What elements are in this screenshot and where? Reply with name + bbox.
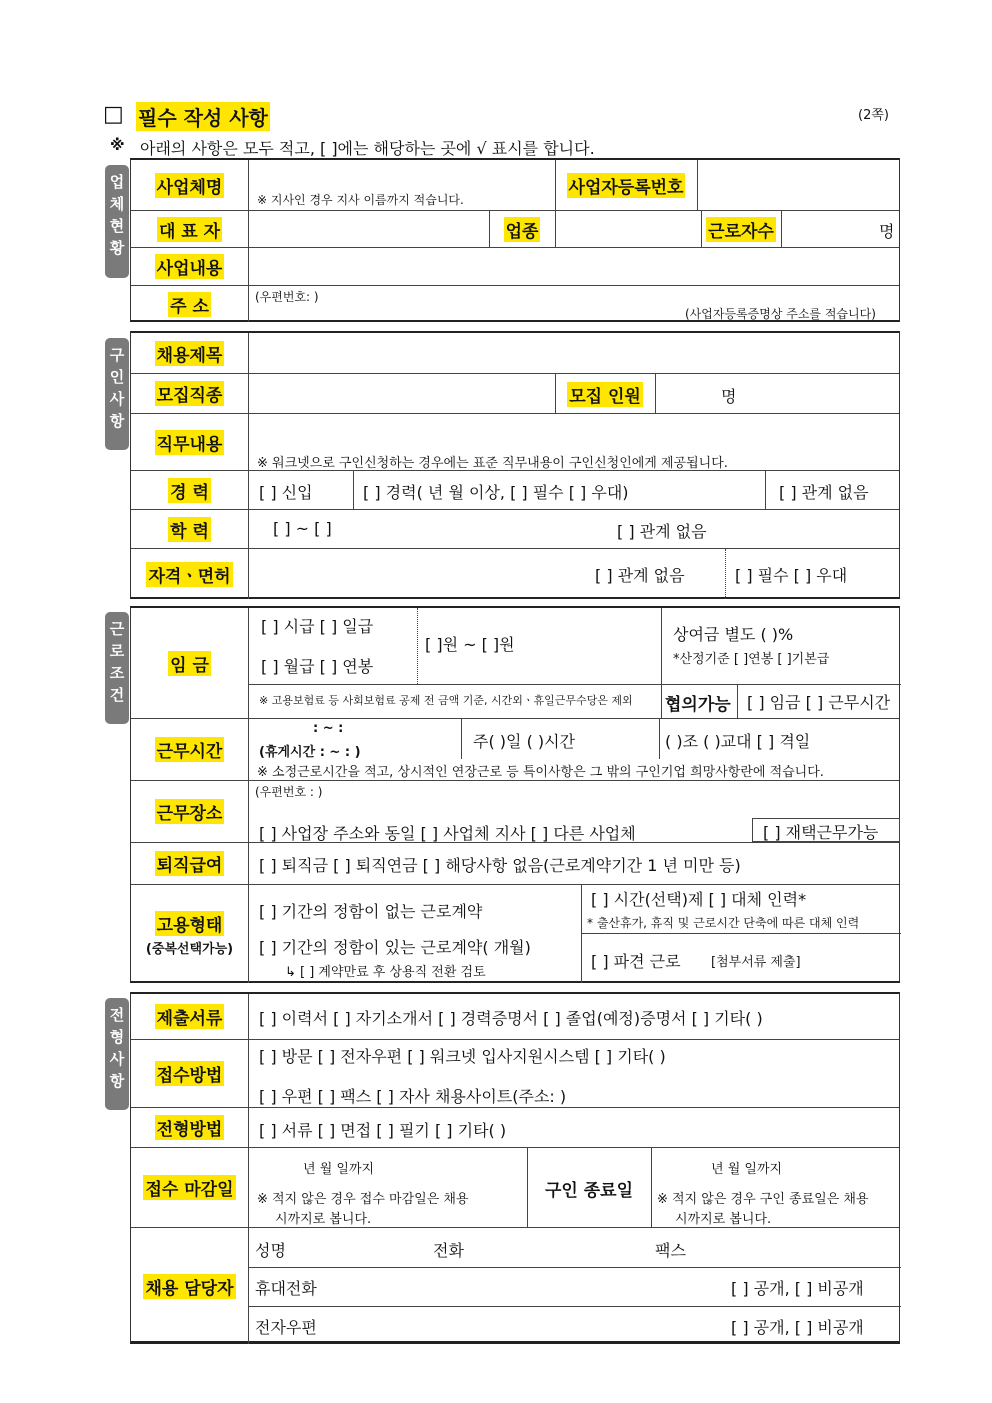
ceo-row xyxy=(131,210,899,247)
career-label: 경 력 xyxy=(168,478,211,503)
employment-indefinite[interactable]: [ ] 기간의 정함이 없는 근로계약 xyxy=(259,902,483,921)
section-tab-conditions: 근 로 조 건 xyxy=(105,612,129,724)
retirement-label: 퇴직급여 xyxy=(155,851,225,876)
hours-shift[interactable]: ( )조 ( )교대 [ ] 격일 xyxy=(665,732,811,751)
duty-label: 직무내용 xyxy=(155,430,225,455)
section-tab-selection: 전 형 사 항 xyxy=(105,998,129,1110)
employment-dispatch-note: [첨부서류 제출] xyxy=(711,955,801,970)
career-none-checkbox[interactable]: [ ] 관계 없음 xyxy=(779,483,869,502)
employment-time-note: * 출산휴가, 휴직 및 근로시간 단축에 따른 대체 인력 xyxy=(587,916,860,930)
company-name-label: 사업체명 xyxy=(155,173,225,198)
address-note: (사업자등록증명상 주소를 적습니다) xyxy=(685,307,876,321)
contact-name-label: 성명 xyxy=(255,1241,286,1260)
hours-week[interactable]: 주( )일 ( )시간 xyxy=(473,732,576,751)
screening-options[interactable]: [ ] 서류 [ ] 면접 [ ] 필기 [ ] 기타( ) xyxy=(259,1121,507,1140)
wage-monthly-yearly[interactable]: [ ] 월급 [ ] 연봉 xyxy=(261,657,374,676)
employment-label: 고용형태 xyxy=(155,911,225,936)
education-label: 학 력 xyxy=(168,517,211,542)
ceo-label: 대 표 자 xyxy=(157,217,222,242)
company-name-note: ※ 지사인 경우 지사 이름까지 적습니다. xyxy=(257,193,464,207)
employment-time[interactable]: [ ] 시간(선택)제 [ ] 대체 인력* xyxy=(591,890,807,909)
license-options[interactable]: [ ] 필수 [ ] 우대 xyxy=(735,566,848,585)
contact-email-label: 전자우편 xyxy=(255,1318,317,1337)
wage-label: 임 금 xyxy=(168,651,211,676)
hours-label: 근무시간 xyxy=(155,737,225,762)
wage-row xyxy=(131,608,899,718)
selection-section xyxy=(130,992,900,1344)
negotiable-label: 협의가능 xyxy=(665,695,731,715)
bonus[interactable]: 상여금 별도 ( )% xyxy=(673,625,794,644)
method-options-1[interactable]: [ ] 방문 [ ] 전자우편 [ ] 워크넷 입사지원시스템 [ ] 기타( ) xyxy=(259,1047,666,1066)
end-note-1: ※ 적지 않은 경우 구인 종료일은 채용 xyxy=(657,1192,869,1207)
remote-box[interactable] xyxy=(752,818,900,842)
contact-mobile-options[interactable]: [ ] 공개, [ ] 비공개 xyxy=(731,1279,864,1298)
end-note-2: 시까지로 봅니다. xyxy=(675,1212,772,1227)
job-kind-row xyxy=(131,373,899,413)
end-date[interactable]: 년 월 일까지 xyxy=(711,1162,783,1177)
wage-note: ※ 고용보험료 등 사회보험료 공제 전 금액 기준, 시간외ㆍ휴일근무수당은 제외 xyxy=(259,694,633,707)
hours-row xyxy=(131,718,899,780)
hours-time[interactable]: : ~ : xyxy=(313,721,344,736)
employment-row xyxy=(131,884,899,983)
education-none-checkbox[interactable]: [ ] 관계 없음 xyxy=(617,522,707,541)
place-options[interactable]: [ ] 사업장 주소와 동일 [ ] 사업체 지사 [ ] 다른 사업체 xyxy=(259,824,636,843)
place-remote-checkbox[interactable]: [ ] 재택근무가능 xyxy=(763,823,879,842)
screening-row xyxy=(131,1107,899,1147)
retirement-options[interactable]: [ ] 퇴직금 [ ] 퇴직연금 [ ] 해당사항 없음(근로계약기간 1 년 미만 등) xyxy=(259,856,741,875)
instruction-note: 아래의 사항은 모두 적고, [ ]에는 해당하는 곳에 √ 표시를 합니다. xyxy=(140,139,595,158)
screening-label: 전형방법 xyxy=(155,1115,225,1140)
employment-sublabel: (중복선택가능) xyxy=(145,942,234,957)
workers-label: 근로자수 xyxy=(706,217,776,242)
section-tab-company: 업 체 현 황 xyxy=(105,165,129,278)
license-row xyxy=(131,548,899,599)
page-number: (2쪽) xyxy=(858,108,889,123)
method-row xyxy=(131,1039,899,1107)
career-exp-checkbox[interactable]: [ ] 경력( 년 월 이상, [ ] 필수 [ ] 우대) xyxy=(363,483,629,502)
method-label: 접수방법 xyxy=(155,1061,225,1086)
duty-note: ※ 워크넷으로 구인신청하는 경우에는 표준 직무내용이 구인신청인에게 제공됩니다. xyxy=(257,456,728,471)
career-new-checkbox[interactable]: [ ] 신입 xyxy=(259,483,313,502)
deadline-note-2: 시까지로 봅니다. xyxy=(275,1212,372,1227)
documents-options[interactable]: [ ] 이력서 [ ] 자기소개서 [ ] 경력증명서 [ ] 졸업(예정)증명서 [ ] 기타( ) xyxy=(259,1009,763,1028)
end-date-label: 구인 종료일 xyxy=(544,1180,634,1201)
contact-label: 채용 담당자 xyxy=(143,1274,235,1299)
contact-fax-label: 팩스 xyxy=(655,1241,686,1260)
contact-phone-label: 전화 xyxy=(433,1241,464,1260)
method-options-2[interactable]: [ ] 우편 [ ] 팩스 [ ] 자사 채용사이트(주소: ) xyxy=(259,1087,567,1106)
address-postal: (우편번호: ) xyxy=(255,290,319,304)
section-tab-job: 구 인 사 항 xyxy=(105,338,129,450)
employment-convert[interactable]: ↳ [ ] 계약만료 후 상용직 전환 검토 xyxy=(285,965,486,980)
job-title-label: 채용제목 xyxy=(155,341,225,366)
conditions-section xyxy=(130,606,900,983)
place-row xyxy=(131,780,899,842)
industry-label: 업종 xyxy=(504,217,541,242)
wage-range[interactable]: [ ]원 ~ [ ]원 xyxy=(425,635,515,654)
job-section xyxy=(130,331,900,599)
workers-unit: 명 xyxy=(879,222,895,241)
contact-row xyxy=(131,1227,899,1344)
contact-email-options[interactable]: [ ] 공개, [ ] 비공개 xyxy=(731,1318,864,1337)
negotiable-options[interactable]: [ ] 임금 [ ] 근무시간 xyxy=(747,693,891,712)
regno-label: 사업자등록번호 xyxy=(567,173,686,198)
license-none-checkbox[interactable]: [ ] 관계 없음 xyxy=(595,566,685,585)
deadline-date[interactable]: 년 월 일까지 xyxy=(303,1162,375,1177)
career-row xyxy=(131,470,899,509)
hours-break[interactable]: (휴게시간 : ~ : ) xyxy=(259,745,361,760)
headcount-unit: 명 xyxy=(721,387,737,406)
license-label: 자격ㆍ면허 xyxy=(146,562,232,587)
documents-label: 제출서류 xyxy=(155,1004,225,1029)
hours-note: ※ 소정근로시간을 적고, 상시적인 연장근로 등 특이사항은 그 밖의 구인기업 희망사항란에 적습니다. xyxy=(257,765,824,780)
company-name-row xyxy=(131,160,899,210)
education-row xyxy=(131,509,899,548)
deadline-label: 접수 마감일 xyxy=(143,1175,235,1200)
employment-fixed[interactable]: [ ] 기간의 정함이 있는 근로계약( 개월) xyxy=(259,938,531,957)
company-section xyxy=(130,158,900,322)
retirement-row xyxy=(131,842,899,884)
duty-row xyxy=(131,413,899,470)
headcount-label: 모집 인원 xyxy=(567,382,643,407)
education-range[interactable]: [ ] ~ [ ] xyxy=(273,519,332,538)
deadline-note-1: ※ 적지 않은 경우 접수 마감일은 채용 xyxy=(257,1192,469,1207)
deadline-row xyxy=(131,1147,899,1227)
place-label: 근무장소 xyxy=(155,799,225,824)
bonus-basis[interactable]: *산정기준 [ ]연봉 [ ]기본급 xyxy=(673,652,830,667)
address-label: 주 소 xyxy=(168,292,211,317)
job-kind-label: 모집직종 xyxy=(155,381,225,406)
contact-mobile-label: 휴대전화 xyxy=(255,1279,317,1298)
note-mark: ※ xyxy=(110,136,125,154)
employment-dispatch[interactable]: [ ] 파견 근로 xyxy=(591,952,681,971)
business-label: 사업내용 xyxy=(155,254,225,279)
wage-hourly-daily[interactable]: [ ] 시급 [ ] 일급 xyxy=(261,617,374,636)
job-title-row xyxy=(131,333,899,373)
title-checkbox: □ xyxy=(103,102,124,127)
address-row xyxy=(131,285,899,322)
business-row xyxy=(131,247,899,285)
place-postal: (우편번호 : ) xyxy=(255,785,323,799)
page-title: 필수 작성 사항 xyxy=(136,102,270,131)
documents-row xyxy=(131,994,899,1039)
